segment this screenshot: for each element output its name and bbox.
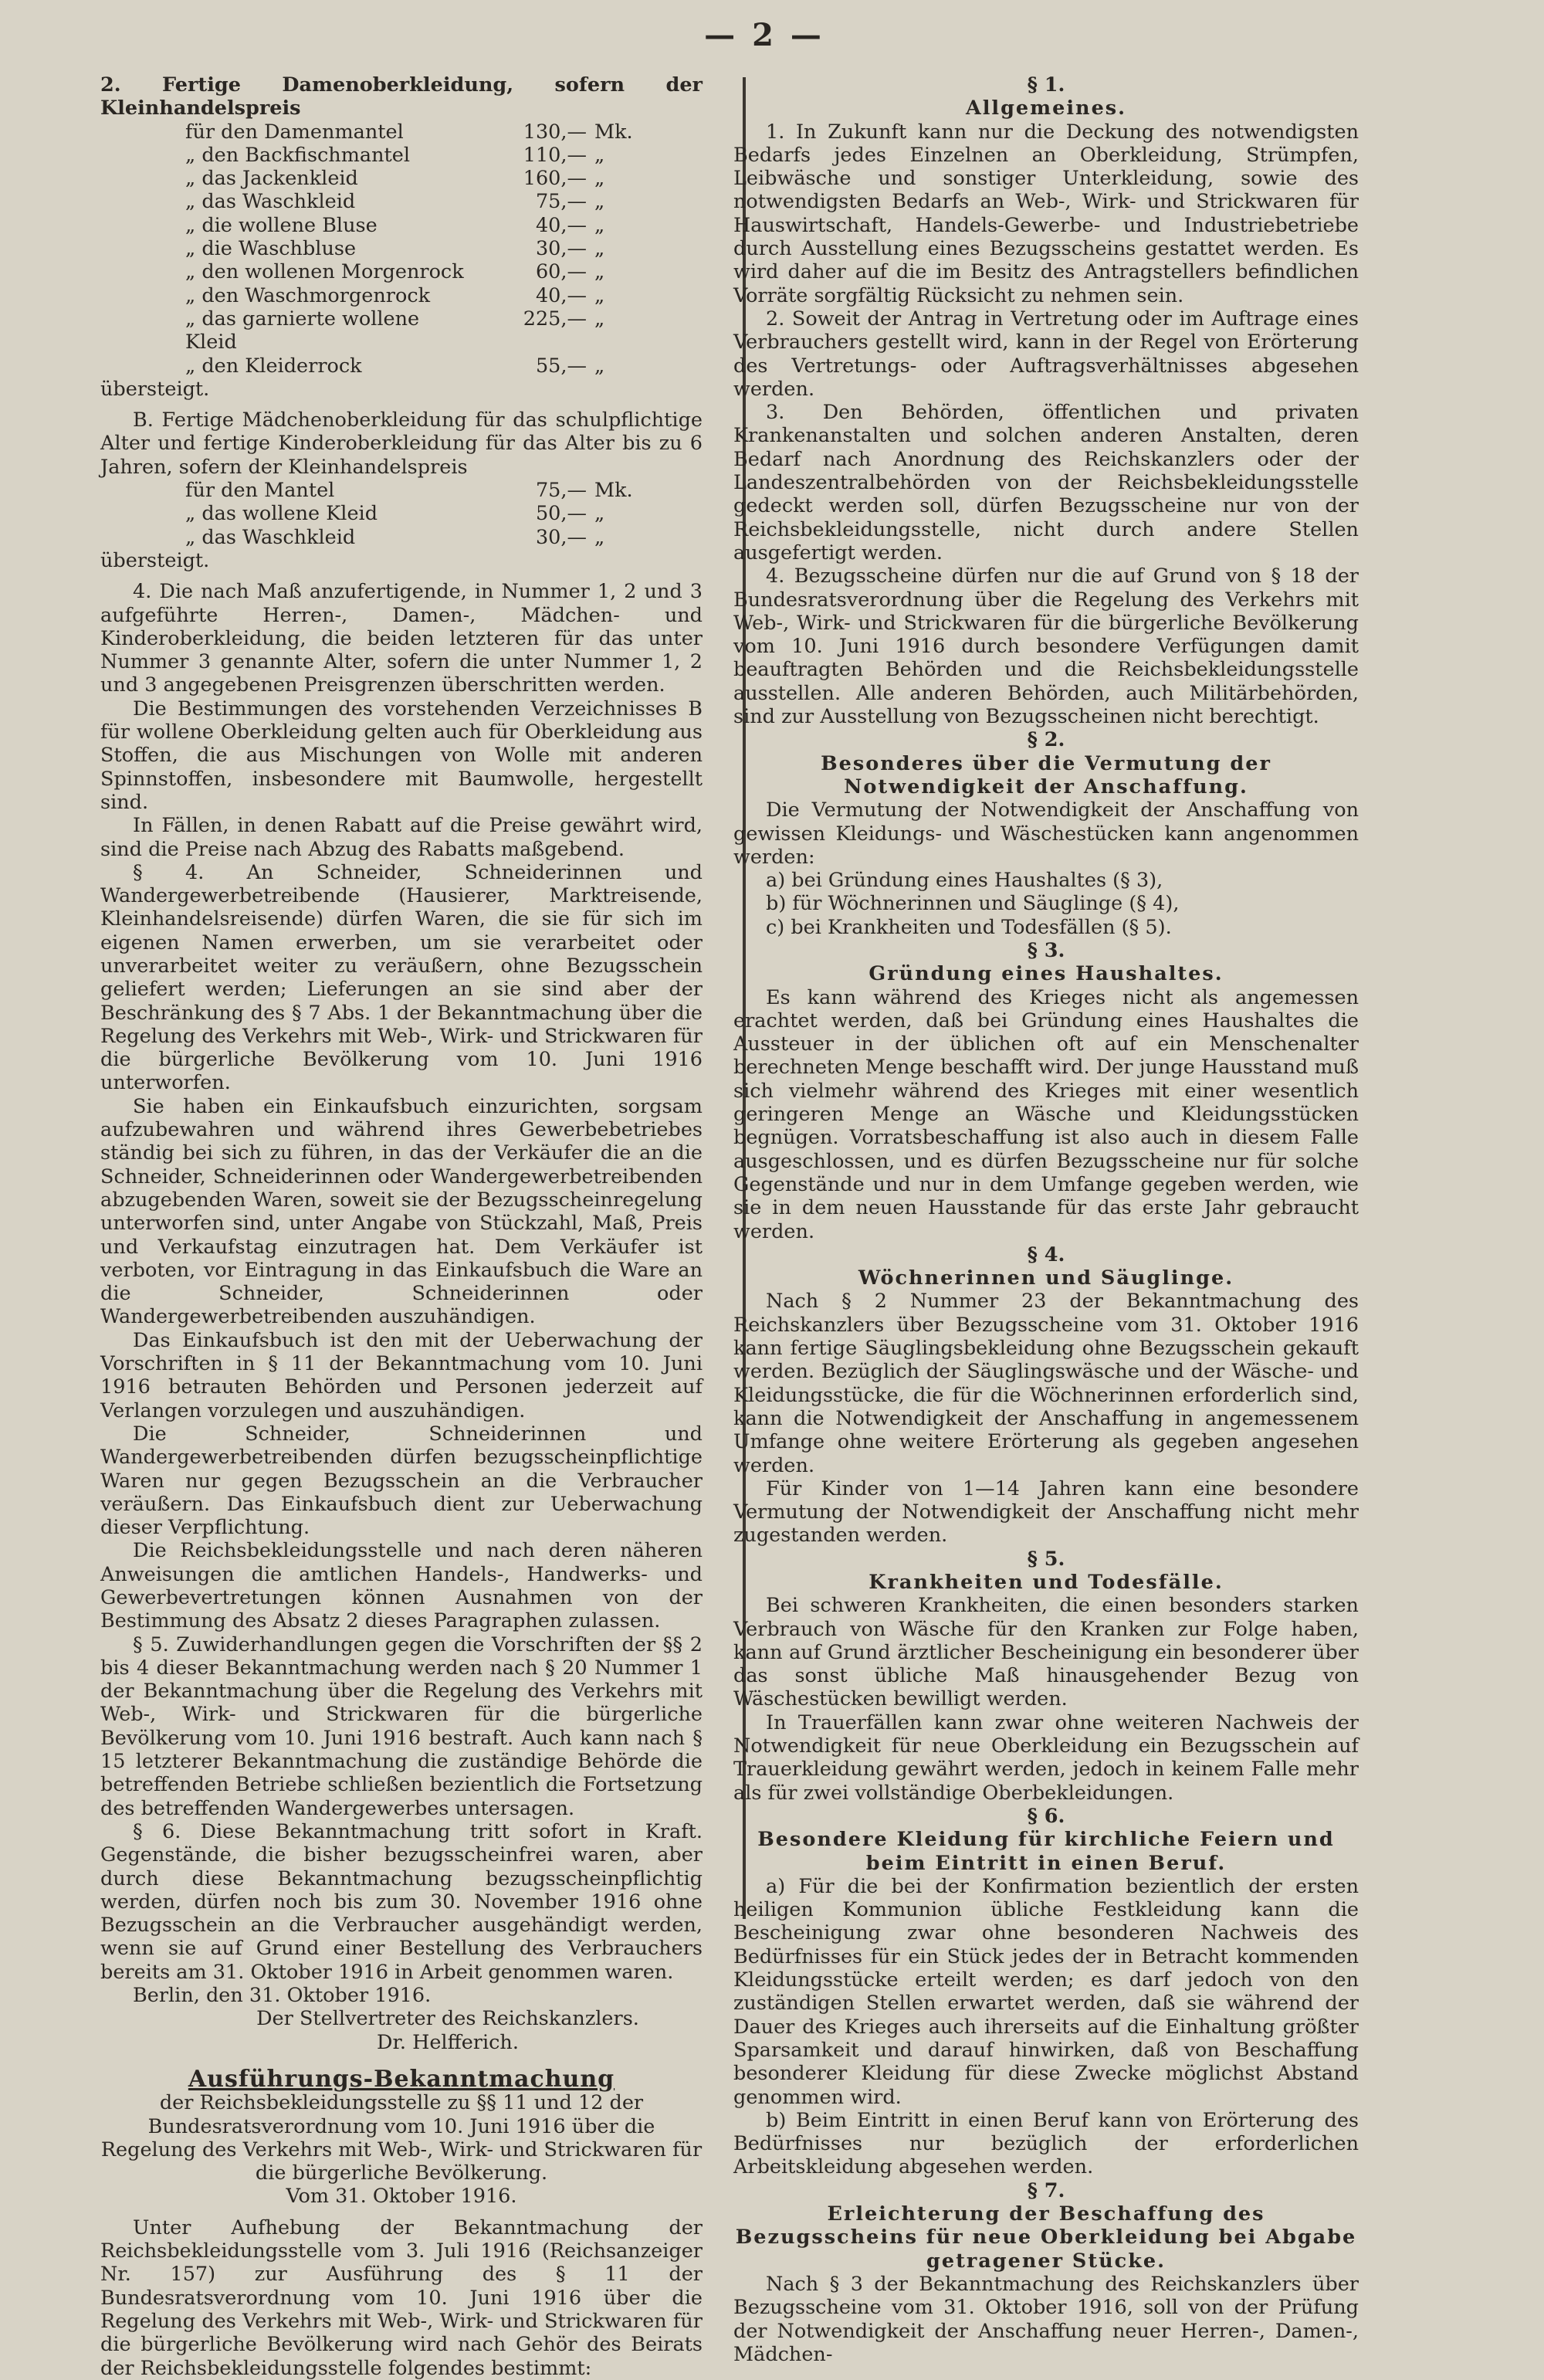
- paragraph-rabatt: In Fällen, in denen Rabatt auf die Preise gewährt wird, sind die Preise nach Abzug des Rabatts maßgebend.: [100, 814, 703, 861]
- section-4-ausnahmen: Die Reichsbekleidungsstelle und nach deren näheren Anweisungen die amtlichen Handels-, Handwerks- und Gewerbevertretungen können Ausnahmen von der Bestimmung des Absatz 2 dieses Paragraphen zulassen.: [100, 1539, 703, 1633]
- paragraph-b-wool: Die Bestimmungen des vorstehenden Verzeichnisses B für wollene Oberkleidung gelten auch für Oberkleidung aus Stoffen, die aus Mischungen von Wolle mit anderen Spinnstoffen, insbesondere mit Baumwolle, hergestellt sind.: [100, 697, 703, 814]
- signer-name: Dr. Helfferich.: [377, 2030, 519, 2054]
- section-1-p1: 1. In Zukunft kann nur die Deckung des notwendigsten Bedarfs jedes Einzelnen an Oberkleidung, Strümpfen, Leibwäsche und sonstiger Unterkleidung, sowie des notwendigsten Bedarfs an Web-, Wirk- und Strickwaren für Hauswirtschaft, Handels-Gewerbe- und Industriebetriebe durch Ausstellung eines Bezugsscheins gestattet werden. Es wird daher auf die im Besitz des Antragstellers befindlichen Vorräte sorgfältig Rücksicht zu nehmen sein.: [733, 120, 1359, 307]
- price-row: „ die Waschbluse 30,— „: [185, 237, 605, 261]
- section-5-number: § 5.: [1027, 1547, 1065, 1571]
- section-4-title: Wöchnerinnen und Säuglinge.: [858, 1266, 1234, 1290]
- section-1-title: Allgemeines.: [965, 97, 1127, 120]
- paragraph-4: 4. Die nach Maß anzufertigende, in Nummer 1, 2 und 3 aufgeführte Herren-, Damen-, Mädchen- und Kinderoberkleidung, die beiden letzteren für das unter Nummer 3 genannte Alter, sofern die unter Nummer 1, 2 und 3 angegebenen Preisgrenzen überschritten werden.: [100, 580, 703, 697]
- section-4-p1: Nach § 2 Nummer 23 der Bekanntmachung des Reichskanzlers über Bezugsscheine vom 31. Oktober 1916 kann fertige Säuglingsbekleidung ohne Bezugsschein gekauft werden. Bezüglich der Säuglingswäsche und der Wäsche- und Kleidungsstücke, die für die Wöchnerinnen erforderlich sind, kann die Notwendigkeit der Anschaffung in angemessenem Umfange ohne weitere Erörterung als gegeben angesehen werden.: [733, 1290, 1359, 1477]
- section-1-p4: 4. Bezugsscheine dürfen nur die auf Grund von § 18 der Bundesratsverordnung über die Regelung des Verkehrs mit Web-, Wirk- und Strickwaren für die bürgerliche Bevölkerung vom 10. Juni 1916 durch besondere Verfügungen damit beauftragten Behörden und die Reichsbekleidungsstelle ausstellen. Alle anderen Behörden, auch Militärbehörden, sind zur Ausstellung von Bezugsscheinen nicht berechtigt.: [733, 564, 1359, 729]
- section-4-paragraph: § 4. An Schneider, Schneiderinnen und Wandergewerbetreibende (Hausierer, Marktreisende, Kleinhandelsreisende) dürfen Waren, die sie für sich im eigenen Namen erwerben, um sie verarbeitet oder unverarbeitet weiter zu veräußern, ohne Bezugsschein geliefert werden; Lieferungen an sie sind aber der Beschränkung des § 7 Abs. 1 der Bekanntmachung über die Regelung des Verkehrs mit Web-, Wirk- und Strickwaren für die bürgerliche Bevölkerung vom 10. Juni 1916 unterworfen.: [100, 860, 703, 1095]
- ausfuehrung-date: Vom 31. Oktober 1916.: [286, 2185, 517, 2209]
- price-row: „ das Waschkleid 30,— „: [185, 525, 605, 549]
- kinder-price-list: [100, 479, 703, 549]
- section-b-end: übersteigt.: [100, 548, 210, 572]
- section-4-einkaufsbuch: Sie haben ein Einkaufsbuch einzurichten, sorgsam aufzubewahren und während ihres Gewerbebetriebes ständig bei sich zu führen, in das der Verkäufer die an die Schneider, Schneiderinnen oder Wandergewerbetreibenden abzugebenden Waren, soweit sie der Bezugsscheinregelung unterworfen sind, unter Angabe von Stückzahl, Maß, Preis und Verkaufstag einzutragen hat. Dem Verkäufer ist verboten, vor Eintragung in das Einkaufsbuch die Ware an die Schneider, Schneiderinnen oder Wandergewerbetreibenden auszuhändigen.: [100, 1094, 703, 1329]
- section-2-number: § 2.: [1027, 728, 1065, 752]
- section-3-title: Gründung eines Haushaltes.: [868, 962, 1224, 986]
- ausfuehrung-intro: Unter Aufhebung der Bekanntmachung der Reichsbekleidungsstelle vom 3. Juli 1916 (Reichsanzeiger Nr. 157) zur Ausführung des § 11 der Bundesratsverordnung vom 10. Juni 1916 über die Regelung des Verkehrs mit Web-, Wirk- und Strickwaren für die bürgerliche Bevölkerung wird nach Gehör des Beirats der Reichsbekleidungsstelle folgendes bestimmt:: [100, 2216, 703, 2380]
- price-row: „ das wollene Kleid 50,— „: [185, 502, 605, 526]
- price-row: „ den Backfischmantel 110,— „: [185, 143, 605, 167]
- section-4-verbraucher: Die Schneider, Schneiderinnen und Wandergewerbetreibenden dürfen bezugsscheinpflichtige Waren nur gegen Bezugsschein an die Verbraucher veräußern. Das Einkaufsbuch dient zur Ueberwachung dieser Verpflichtung.: [100, 1422, 703, 1540]
- signer-role: Der Stellvertreter des Reichskanzlers.: [256, 2007, 639, 2031]
- section-2-title: Besonderes über die Vermutung der Notwendigkeit der Anschaffung.: [821, 751, 1271, 798]
- section-6-paragraph: § 6. Diese Bekanntmachung tritt sofort in Kraft. Gegenstände, die bisher bezugsscheinfrei waren, aber durch diese Bekanntmachung bezugsscheinpflichtig werden, dürfen noch bis zum 30. November 1916 ohne Bezugsschein an die Verbraucher ausgehändigt werden, wenn sie auf Grund einer Bestellung des Verbrauchers bereits am 31. Oktober 1916 in Arbeit genommen waren.: [100, 1819, 703, 1984]
- date-line: Berlin, den 31. Oktober 1916.: [133, 1984, 432, 2008]
- section-1-number: § 1.: [1027, 73, 1065, 97]
- section-1-p2: 2. Soweit der Antrag in Vertretung oder im Auftrage eines Verbrauchers gestellt wird, kann in der Regel von Erörterung des Vertretungs- oder Auftragsverhältnisses abgesehen werden.: [733, 307, 1359, 401]
- section-2-end: übersteigt.: [100, 377, 210, 401]
- price-row: „ den Waschmorgenrock 40,— „: [185, 283, 605, 307]
- right-column: [733, 73, 1359, 2366]
- section-5-p1: Bei schweren Krankheiten, die einen besonders starken Verbrauch von Wäsche für den Kranken zur Folge haben, kann auf Grund ärztlicher Bescheinigung ein besonderer über das sonst übliche Maß hinausgehender Bezug von Wäschestücken bewilligt werden.: [733, 1594, 1359, 1711]
- list-item: a) bei Gründung eines Haushaltes (§ 3),: [766, 869, 1163, 893]
- section-2-list: [766, 869, 1359, 939]
- section-1-p3: 3. Den Behörden, öffentlichen und privaten Krankenanstalten und solchen anderen Anstalten, deren Bedarf nach Anordnung des Reichskanzlers oder der Landeszentralbehörden von der Reichsbekleidungsstelle gedeckt werden soll, dürfen Bezugsscheine nur von der Reichsbekleidungsstelle, nicht durch andere Stellen ausgefertigt werden.: [733, 401, 1359, 564]
- section-6-pb: b) Beim Eintritt in einen Beruf kann von Erörterung des Bedürfnisses nur bezüglich der erforderlichen Arbeitskleidung abgesehen werden.: [733, 2108, 1359, 2179]
- list-item: c) bei Krankheiten und Todesfällen (§ 5).: [766, 915, 1172, 939]
- section-2-p: Die Vermutung der Notwendigkeit der Anschaffung von gewissen Kleidungs- und Wäschestücken kann angenommen werden:: [733, 798, 1359, 869]
- price-row: „ den wollenen Morgenrock 60,— „: [185, 260, 605, 284]
- list-item: b) für Wöchnerinnen und Säuglinge (§ 4),: [766, 892, 1180, 916]
- left-column: [100, 73, 703, 2380]
- page-number: — 2 —: [704, 17, 824, 53]
- section-4-number: § 4.: [1027, 1243, 1065, 1266]
- section-3-number: § 3.: [1027, 938, 1065, 962]
- section-6-title: Besondere Kleidung für kirchliche Feiern und beim Eintritt in einen Beruf.: [757, 1828, 1335, 1875]
- section-2-intro: 2. Fertige Damenoberkleidung, sofern der Kleinhandelspreis: [100, 73, 703, 120]
- price-row: „ das Waschkleid 75,— „: [185, 190, 605, 214]
- price-row: „ das Jackenkleid 160,— „: [185, 167, 605, 191]
- ausfuehrung-subtitle: der Reichsbekleidungsstelle zu §§ 11 und 12 der Bundesratsverordnung vom 10. Juni 1916 über die Regelung des Verkehrs mit Web-, Wirk- und Strickwaren für die bürgerliche Bevölkerung.: [100, 2091, 703, 2185]
- section-5-paragraph: § 5. Zuwiderhandlungen gegen die Vorschriften der §§ 2 bis 4 dieser Bekanntmachung werden nach § 20 Nummer 1 der Bekanntmachung über die Regelung des Verkehrs mit Web-, Wirk- und Strickwaren für die bürgerliche Bevölkerung vom 10. Juni 1916 bestraft. Auch kann nach § 15 letzterer Bekanntmachung die zuständige Behörde die betreffenden Betriebe schließen bezientlich die Fortsetzung des betreffenden Wandergewerbes untersagen.: [100, 1632, 703, 1820]
- section-6-number: § 6.: [1027, 1804, 1065, 1828]
- ausfuehrung-title: Ausführungs-Bekanntmachung: [188, 2065, 615, 2093]
- price-row: „ das garnierte wollene Kleid 225,— „: [185, 307, 605, 354]
- section-b-intro: B. Fertige Mädchenoberkleidung für das schulpflichtige Alter und fertige Kinderoberkleidung für das Alter bis zu 6 Jahren, sofern der Kleinhandelspreis: [100, 409, 703, 479]
- price-row: „ die wollene Bluse 40,— „: [185, 213, 605, 237]
- damen-price-list: [100, 120, 703, 378]
- section-7-p: Nach § 3 der Bekanntmachung des Reichskanzlers über Bezugsscheine vom 31. Oktober 1916, soll von der Prüfung der Notwendigkeit der Anschaffung neuer Herren-, Damen-, Mädchen-: [733, 2272, 1359, 2366]
- price-row: für den Damenmantel 130,— Mk.: [185, 120, 633, 144]
- price-row: für den Mantel 75,— Mk.: [185, 479, 633, 503]
- section-3-p: Es kann während des Krieges nicht als angemessen erachtet werden, daß bei Gründung eines Haushaltes die Aussteuer in der üblichen oft auf ein Menschenalter berechneten Menge beschafft wird. Der junge Hausstand muß sich vielmehr während des Krieges mit einer wesentlich geringeren Menge an Wäsche und Kleidungsstücken begnügen. Vorratsbeschaffung ist also auch in diesem Falle ausgeschlossen, und es dürfen Bezugsscheine nur für solche Gegenstände und nur in dem Umfange gegeben werden, wie sie in dem neuen Hausstande für das erste Jahr gebraucht werden.: [733, 985, 1359, 1243]
- section-5-p2: In Trauerfällen kann zwar ohne weiteren Nachweis der Notwendigkeit für neue Oberkleidung ein Bezugsschein auf Trauerkleidung gewährt werden, jedoch in keinem Falle mehr als für zwei vollständige Oberbekleidungen.: [733, 1710, 1359, 1805]
- section-4-ueberwachung: Das Einkaufsbuch ist den mit der Ueberwachung der Vorschriften in § 11 der Bekanntmachung vom 10. Juni 1916 betrauten Behörden und Personen jederzeit auf Verlangen vorzulegen und auszuhändigen.: [100, 1328, 703, 1422]
- section-5-title: Krankheiten und Todesfälle.: [868, 1571, 1224, 1594]
- section-6-pa: a) Für die bei der Konfirmation bezientlich der ersten heiligen Kommunion übliche Festkleidung kann die Bescheinigung zwar ohne besonderen Nachweis des Bedürfnisses für ein Stück jedes der in Betracht kommenden Kleidungsstücke erteilt werden; es darf jedoch von den zuständigen Stellen erwartet werden, daß sie während der Dauer des Krieges auch ihrerseits auf die Einhaltung größter Sparsamkeit und darauf hinwirken, daß von Beschaffung besonderer Kleidung für diese Zwecke möglichst Abstand genommen wird.: [733, 1874, 1359, 2109]
- section-7-number: § 7.: [1027, 2178, 1065, 2202]
- section-4-p2: Für Kinder von 1—14 Jahren kann eine besondere Vermutung der Notwendigkeit der Anschaffung nicht mehr zugestanden werden.: [733, 1476, 1359, 1548]
- price-row: „ den Kleiderrock 55,— „: [185, 354, 605, 378]
- section-7-title: Erleichterung der Beschaffung des Bezugsscheins für neue Oberkleidung bei Abgabe getragener Stücke.: [735, 2202, 1357, 2273]
